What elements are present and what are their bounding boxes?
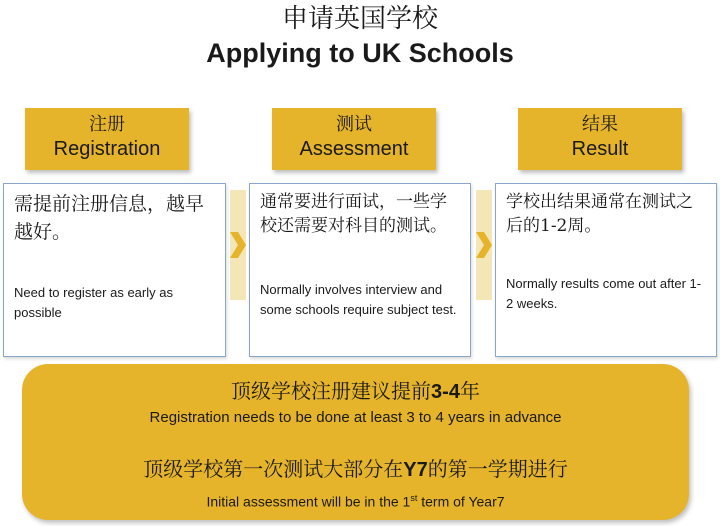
step-box-assessment — [249, 183, 471, 357]
chevron-right-icon — [230, 232, 246, 258]
title-chinese: 申请英国学校 — [281, 4, 438, 34]
note-assessment-zh: 顶级学校第一次测试大部分在Y7的第一学期进行 — [143, 457, 568, 481]
step-header-en: Assessment — [299, 138, 409, 160]
flow-arrow-connector — [230, 190, 246, 300]
chevron-right-icon — [476, 232, 492, 258]
step-header-zh: 测试 — [336, 114, 372, 135]
note-assessment-en: Initial assessment will be in the 1st term of Year7 — [206, 493, 505, 510]
note-registration-zh: 顶级学校注册建议提前3-4年 — [231, 379, 480, 403]
step-box-registration — [3, 183, 226, 357]
note-registration-en: Registration needs to be done at least 3 to 4 years in advance — [149, 409, 562, 426]
step-header-en: Registration — [53, 138, 161, 160]
step-header-assessment — [272, 108, 436, 170]
flow-arrow-connector — [476, 190, 492, 300]
step-description-zh: 学校出结果通常在测试之后的1-2周。 — [506, 192, 693, 236]
step-description-zh: 通常要进行面试，一些学校还需要对科目的测试。 — [260, 192, 447, 236]
step-description-en: Normally results come out after 1-2 weeks. — [506, 276, 702, 311]
step-description-en: Need to register as early as possible — [14, 285, 173, 320]
step-header-result — [518, 108, 682, 170]
step-header-registration — [25, 108, 189, 170]
step-box-result — [495, 183, 717, 357]
step-header-zh: 注册 — [89, 114, 125, 135]
step-description-en: Normally involves interview and some schools require subject test. — [260, 282, 457, 317]
step-header-zh: 结果 — [582, 114, 618, 135]
step-description-zh: 需提前注册信息，越早越好。 — [14, 193, 205, 243]
key-notes-panel — [22, 364, 689, 520]
step-header-en: Result — [571, 138, 629, 160]
title-english: Applying to UK Schools — [206, 38, 514, 68]
